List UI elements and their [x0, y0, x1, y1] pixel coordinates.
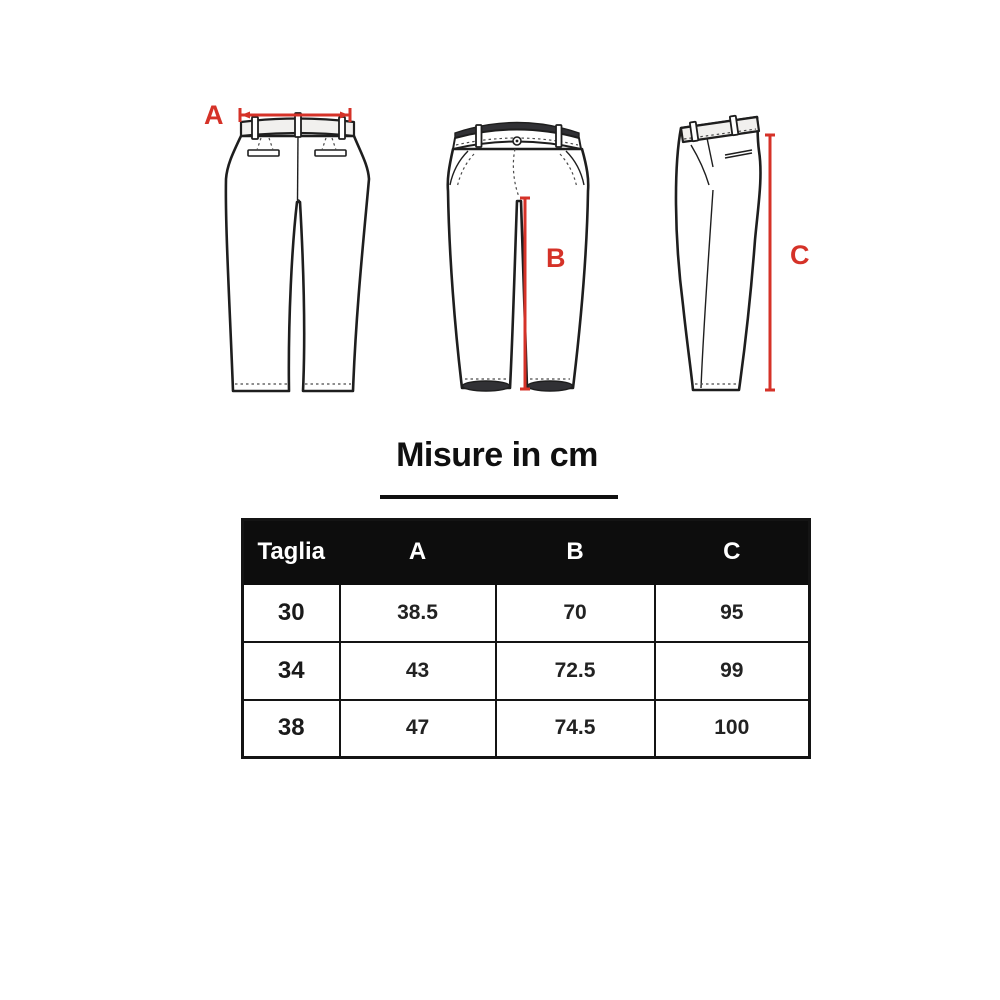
size-table-header-b: B [496, 520, 655, 584]
size-table [241, 518, 811, 759]
pants-side-body [676, 117, 761, 390]
measure-label-a: A [204, 100, 224, 130]
cell-c: 95 [655, 584, 810, 642]
cell-taglia: 38 [243, 700, 340, 758]
table-row-size-30 [243, 584, 810, 642]
pants-front-waistband [453, 123, 581, 150]
page-title: Misure in cm [396, 436, 598, 474]
front-hem-opening-left [463, 381, 510, 391]
measure-label-b: B [546, 243, 566, 273]
cell-a: 43 [340, 642, 496, 700]
cell-b: 74.5 [496, 700, 655, 758]
pants-back-view-drawing [205, 95, 375, 405]
front-hem-opening-right [528, 381, 573, 391]
cell-a: 47 [340, 700, 496, 758]
cell-b: 70 [496, 584, 655, 642]
title-underline [380, 495, 618, 499]
pants-front-body [448, 149, 589, 391]
cell-taglia: 30 [243, 584, 340, 642]
back-welt-pocket-left [248, 150, 279, 156]
back-welt-pocket-right [315, 150, 346, 156]
table-row-size-34 [243, 642, 810, 700]
pants-back-waistband [241, 113, 354, 139]
table-row-size-38 [243, 700, 810, 758]
size-table-header-c: C [655, 520, 810, 584]
cell-taglia: 34 [243, 642, 340, 700]
size-table-header-taglia: Taglia [243, 520, 340, 584]
cell-a: 38.5 [340, 584, 496, 642]
measure-label-c: C [790, 240, 810, 270]
size-table-header-row [243, 520, 810, 584]
cell-c: 100 [655, 700, 810, 758]
pants-back-body [226, 135, 369, 391]
cell-c: 99 [655, 642, 810, 700]
pants-front-view-drawing [435, 95, 605, 405]
measure-line-c [765, 135, 775, 390]
cell-b: 72.5 [496, 642, 655, 700]
size-table-header-a: A [340, 520, 496, 584]
